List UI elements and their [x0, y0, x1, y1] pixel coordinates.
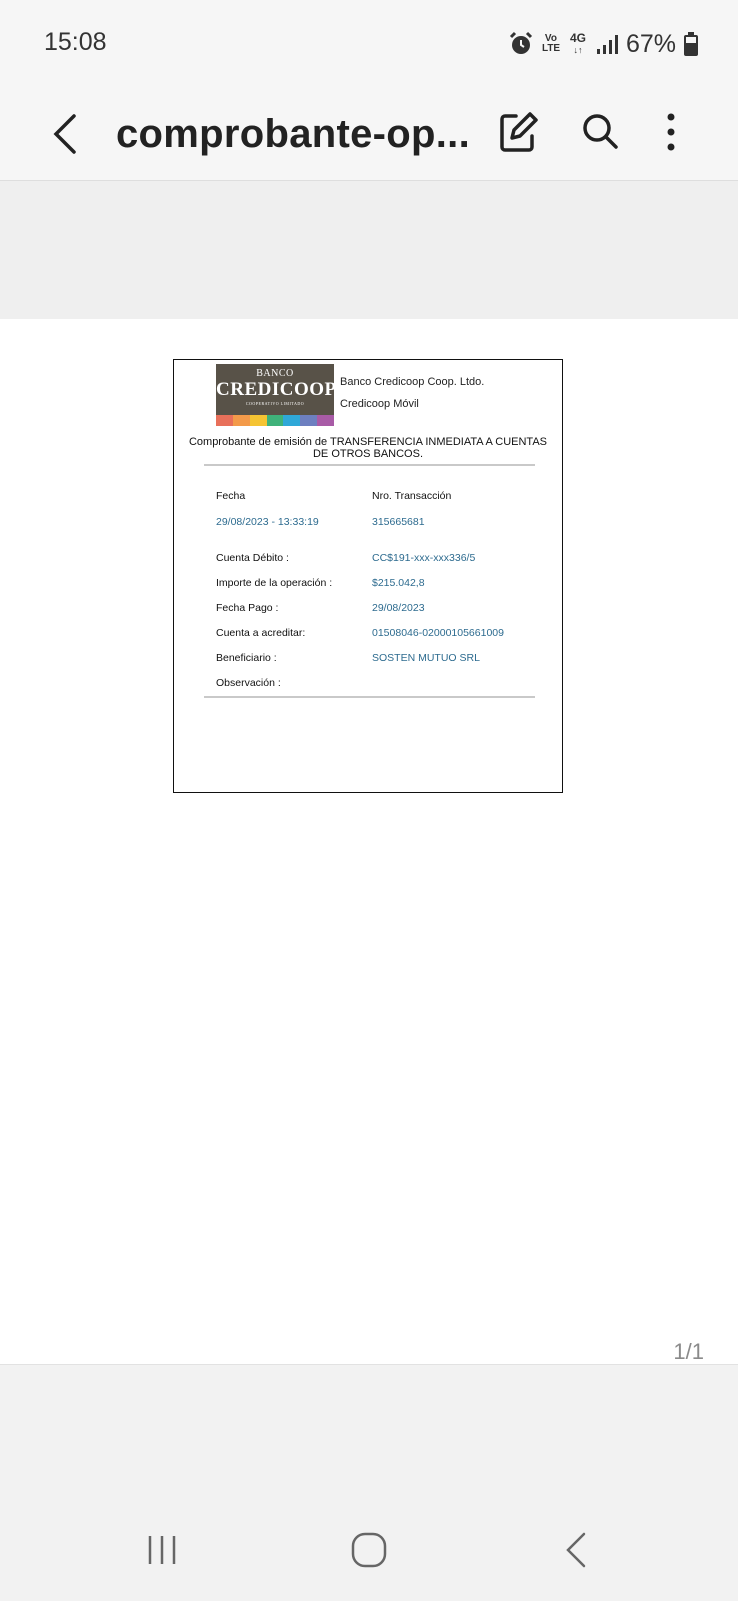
field-label: Observación :	[216, 677, 281, 689]
logo-stripe	[250, 415, 267, 426]
divider	[204, 696, 535, 698]
status-bar	[0, 0, 738, 88]
alarm-icon	[508, 31, 534, 57]
transfer-receipt	[173, 359, 563, 793]
edit-icon[interactable]	[496, 108, 540, 156]
bank-name: Banco Credicoop Coop. Ltdo.	[340, 376, 485, 388]
volte-indicator: Vo LTE	[541, 33, 561, 54]
fecha-value: 29/08/2023 - 13:33:19	[216, 516, 319, 528]
viewer-background	[0, 181, 738, 319]
divider	[204, 464, 535, 466]
status-icons	[508, 28, 698, 60]
nav-back-icon[interactable]	[560, 1530, 590, 1570]
transaction-number-label: Nro. Transacción	[372, 490, 452, 502]
logo-stripe	[283, 415, 300, 426]
logo-stripe	[300, 415, 317, 426]
field-value: $215.042,8	[372, 577, 425, 589]
app-bar	[0, 88, 738, 181]
credicoop-logo: BANCO CREDICOOP COOPERATIVO LIMITADO	[216, 364, 334, 426]
back-button[interactable]	[44, 106, 84, 162]
signal-icon	[596, 33, 618, 55]
bank-app-name: Credicoop Móvil	[340, 398, 419, 410]
receipt-heading: Comprobante de emisión de TRANSFERENCIA INMEDIATA A CUENTAS DE OTROS BANCOS.	[188, 436, 548, 460]
document-title: comprobante-op...	[116, 112, 470, 156]
logo-color-stripes	[216, 415, 334, 426]
field-label: Cuenta a acreditar:	[216, 627, 306, 639]
field-value: 29/08/2023	[372, 602, 425, 614]
logo-stripe	[317, 415, 334, 426]
logo-stripe	[216, 415, 233, 426]
field-value: CC$191-xxx-xxx336/5	[372, 552, 476, 564]
status-time: 15:08	[44, 28, 107, 56]
field-value: 01508046-02000105661009	[372, 627, 504, 639]
page-indicator: 1/1	[673, 1339, 704, 1364]
fecha-label: Fecha	[216, 490, 246, 502]
home-icon[interactable]	[349, 1530, 389, 1570]
battery-icon	[684, 32, 698, 56]
recent-apps-icon[interactable]	[144, 1532, 180, 1568]
logo-stripe	[267, 415, 284, 426]
more-options-icon[interactable]	[652, 108, 690, 156]
logo-stripe	[233, 415, 250, 426]
field-label: Cuenta Débito :	[216, 552, 289, 564]
network-indicator: 4G ↓↑	[569, 31, 586, 55]
search-icon[interactable]	[578, 108, 622, 156]
field-value: SOSTEN MUTUO SRL	[372, 652, 480, 664]
transaction-number-value: 315665681	[372, 516, 425, 528]
field-label: Beneficiario :	[216, 652, 277, 664]
battery-percentage: 67%	[625, 29, 676, 58]
field-label: Importe de la operación :	[216, 577, 333, 589]
field-label: Fecha Pago :	[216, 602, 279, 614]
